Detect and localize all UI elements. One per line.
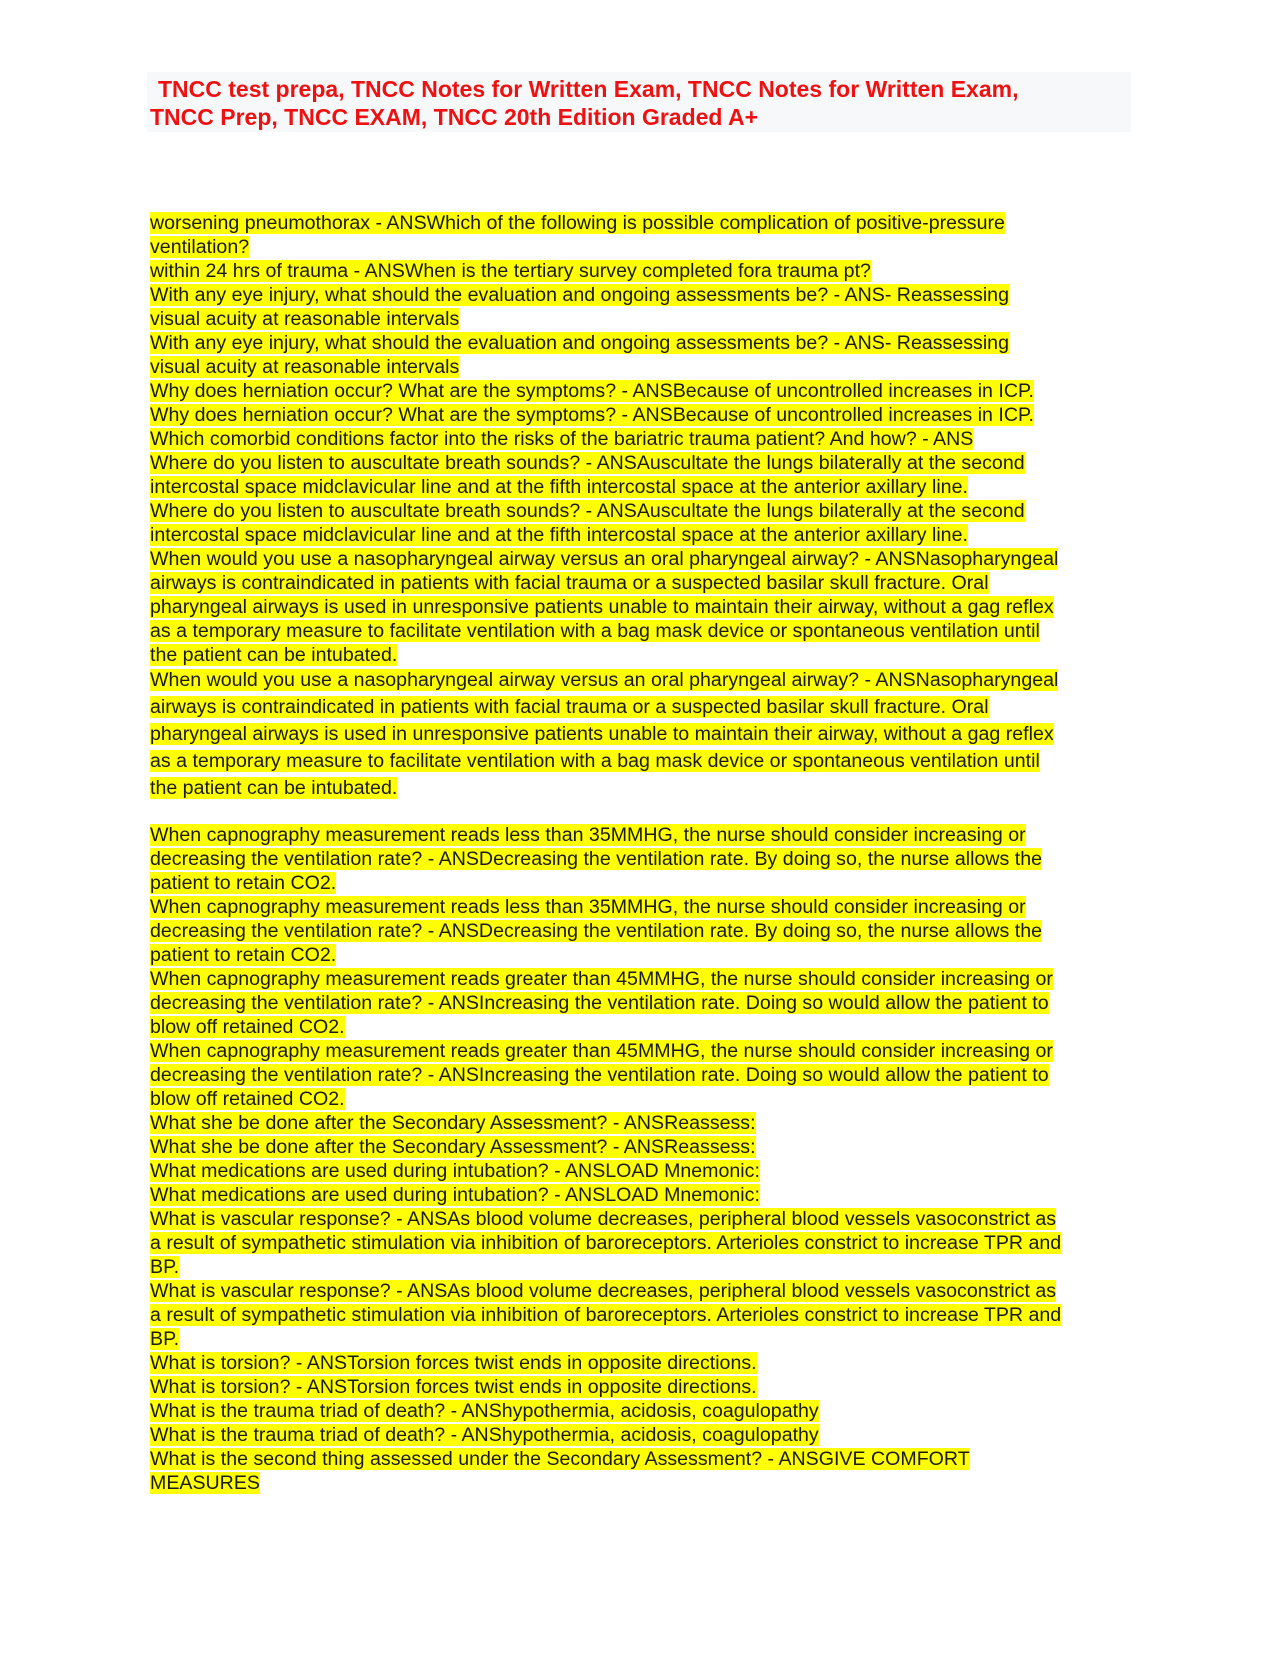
highlighted-text: With any eye injury, what should the evaluation and ongoing assessments be? - ANS- Reassessing [150,284,1009,306]
text-line [150,403,1130,427]
highlighted-text: Where do you listen to auscultate breath sounds? - ANSAuscultate the lungs bilaterally at the second [150,500,1025,522]
notes-block-1 [150,211,1130,667]
text-line [150,1303,1130,1327]
text-line [150,235,1130,259]
highlighted-text: Which comorbid conditions factor into the risks of the bariatric trauma patient? And how? - ANS [150,428,974,450]
text-line [150,523,1130,547]
text-line [150,1135,1130,1159]
notes-block-3 [150,823,1130,1495]
highlighted-text: What is vascular response? - ANSAs blood volume decreases, peripheral blood vessels vasoconstrict as [150,1280,1057,1302]
highlighted-text: a result of sympathetic stimulation via inhibition of baroreceptors. Arterioles constrict to increase TPR and [150,1232,1062,1254]
text-line [150,823,1130,847]
highlighted-text: as a temporary measure to facilitate ventilation with a bag mask device or spontaneous ventilation until [150,750,1040,772]
highlighted-text: What is torsion? - ANSTorsion forces twist ends in opposite directions. [150,1352,757,1374]
highlighted-text: Why does herniation occur? What are the symptoms? - ANSBecause of uncontrolled increases in ICP. [150,404,1034,426]
highlighted-text: blow off retained CO2. [150,1016,345,1038]
text-line [150,967,1130,991]
highlighted-text: What is torsion? - ANSTorsion forces twist ends in opposite directions. [150,1376,757,1398]
text-line [150,694,1130,721]
text-line [150,871,1130,895]
highlighted-text: patient to retain CO2. [150,872,337,894]
highlighted-text: Why does herniation occur? What are the symptoms? - ANSBecause of uncontrolled increases in ICP. [150,380,1034,402]
highlighted-text: decreasing the ventilation rate? - ANSDecreasing the ventilation rate. By doing so, the nurse allows the [150,920,1043,942]
text-line [150,211,1130,235]
highlighted-text: MEASURES [150,1472,260,1494]
text-line [150,943,1130,967]
text-line [150,748,1130,775]
text-line [150,1063,1130,1087]
text-line [150,427,1130,451]
highlighted-text: With any eye injury, what should the evaluation and ongoing assessments be? - ANS- Reassessing [150,332,1009,354]
document-body [150,211,1130,1495]
text-line [150,1087,1130,1111]
text-line [150,1039,1130,1063]
highlighted-text: When capnography measurement reads less than 35MMHG, the nurse should consider increasing or [150,824,1026,846]
text-line [150,595,1130,619]
text-line [150,331,1130,355]
text-line [150,1111,1130,1135]
highlighted-text: worsening pneumothorax - ANSWhich of the following is possible complication of positive-pressure [150,212,1005,234]
text-line [150,775,1130,802]
text-line [150,721,1130,748]
highlighted-text: Where do you listen to auscultate breath sounds? - ANSAuscultate the lungs bilaterally at the second [150,452,1025,474]
highlighted-text: What medications are used during intubation? - ANSLOAD Mnemonic: [150,1184,760,1206]
text-line [150,1183,1130,1207]
highlighted-text: visual acuity at reasonable intervals [150,308,460,330]
highlighted-text: patient to retain CO2. [150,944,337,966]
highlighted-text: What she be done after the Secondary Assessment? - ANSReassess: [150,1136,756,1158]
highlighted-text: visual acuity at reasonable intervals [150,356,460,378]
text-line [150,1375,1130,1399]
text-line [150,1351,1130,1375]
text-line [150,1471,1130,1495]
text-line [150,547,1130,571]
notes-block-2 [150,667,1130,802]
highlighted-text: What is vascular response? - ANSAs blood volume decreases, peripheral blood vessels vasoconstrict as [150,1208,1057,1230]
title-box [147,72,1131,132]
text-line [150,379,1130,403]
highlighted-text: airways is contraindicated in patients with facial trauma or a suspected basilar skull fracture. Oral [150,696,989,718]
paragraph-gap [150,802,1130,823]
text-line [150,1231,1130,1255]
text-line [150,1327,1130,1351]
highlighted-text: as a temporary measure to facilitate ventilation with a bag mask device or spontaneous ventilation until [150,620,1040,642]
text-line [150,499,1130,523]
highlighted-text: decreasing the ventilation rate? - ANSIncreasing the ventilation rate. Doing so would allow the patient to [150,992,1049,1014]
highlighted-text: airways is contraindicated in patients with facial trauma or a suspected basilar skull fracture. Oral [150,572,989,594]
highlighted-text: the patient can be intubated. [150,644,398,666]
text-line [150,1159,1130,1183]
highlighted-text: What is the trauma triad of death? - ANShypothermia, acidosis, coagulopathy [150,1400,819,1422]
text-line [150,355,1130,379]
highlighted-text: pharyngeal airways is used in unresponsive patients unable to maintain their airway, without a gag reflex [150,723,1054,745]
text-line [150,1015,1130,1039]
highlighted-text: When would you use a nasopharyngeal airway versus an oral pharyngeal airway? - ANSNasopharyngeal [150,669,1059,691]
highlighted-text: intercostal space midclavicular line and at the fifth intercostal space at the anterior axillary line. [150,524,968,546]
text-line [150,1279,1130,1303]
document-title-line-2: TNCC Prep, TNCC EXAM, TNCC 20th Edition Graded A+ [150,104,759,130]
text-line [150,1399,1130,1423]
text-line [150,1255,1130,1279]
highlighted-text: intercostal space midclavicular line and at the fifth intercostal space at the anterior axillary line. [150,476,968,498]
highlighted-text: When capnography measurement reads greater than 45MMHG, the nurse should consider increasing or [150,968,1053,990]
highlighted-text: blow off retained CO2. [150,1088,345,1110]
highlighted-text: decreasing the ventilation rate? - ANSIncreasing the ventilation rate. Doing so would allow the patient to [150,1064,1049,1086]
highlighted-text: When would you use a nasopharyngeal airway versus an oral pharyngeal airway? - ANSNasopharyngeal [150,548,1059,570]
highlighted-text: When capnography measurement reads greater than 45MMHG, the nurse should consider increasing or [150,1040,1053,1062]
text-line [150,571,1130,595]
highlighted-text: What medications are used during intubation? - ANSLOAD Mnemonic: [150,1160,760,1182]
text-line [150,991,1130,1015]
text-line [150,895,1130,919]
highlighted-text: the patient can be intubated. [150,777,398,799]
text-line [150,1447,1130,1471]
text-line [150,259,1130,283]
text-line [150,619,1130,643]
highlighted-text: What is the trauma triad of death? - ANShypothermia, acidosis, coagulopathy [150,1424,819,1446]
text-line [150,667,1130,694]
highlighted-text: ventilation? [150,236,250,258]
text-line [150,475,1130,499]
highlighted-text: within 24 hrs of trauma - ANSWhen is the tertiary survey completed fora trauma pt? [150,260,871,282]
highlighted-text: BP. [150,1256,180,1278]
text-line [150,307,1130,331]
document-title-line-1: TNCC test prepa, TNCC Notes for Written Exam, TNCC Notes for Written Exam, [158,76,1019,102]
text-line [150,451,1130,475]
text-line [150,1423,1130,1447]
highlighted-text: pharyngeal airways is used in unresponsive patients unable to maintain their airway, without a gag reflex [150,596,1054,618]
highlighted-text: BP. [150,1328,180,1350]
text-line [150,919,1130,943]
highlighted-text: a result of sympathetic stimulation via inhibition of baroreceptors. Arterioles constrict to increase TPR and [150,1304,1062,1326]
text-line [150,283,1130,307]
text-line [150,643,1130,667]
highlighted-text: What is the second thing assessed under the Secondary Assessment? - ANSGIVE COMFORT [150,1448,970,1470]
text-line [150,1207,1130,1231]
highlighted-text: decreasing the ventilation rate? - ANSDecreasing the ventilation rate. By doing so, the nurse allows the [150,848,1043,870]
highlighted-text: When capnography measurement reads less than 35MMHG, the nurse should consider increasing or [150,896,1026,918]
text-line [150,847,1130,871]
highlighted-text: What she be done after the Secondary Assessment? - ANSReassess: [150,1112,756,1134]
